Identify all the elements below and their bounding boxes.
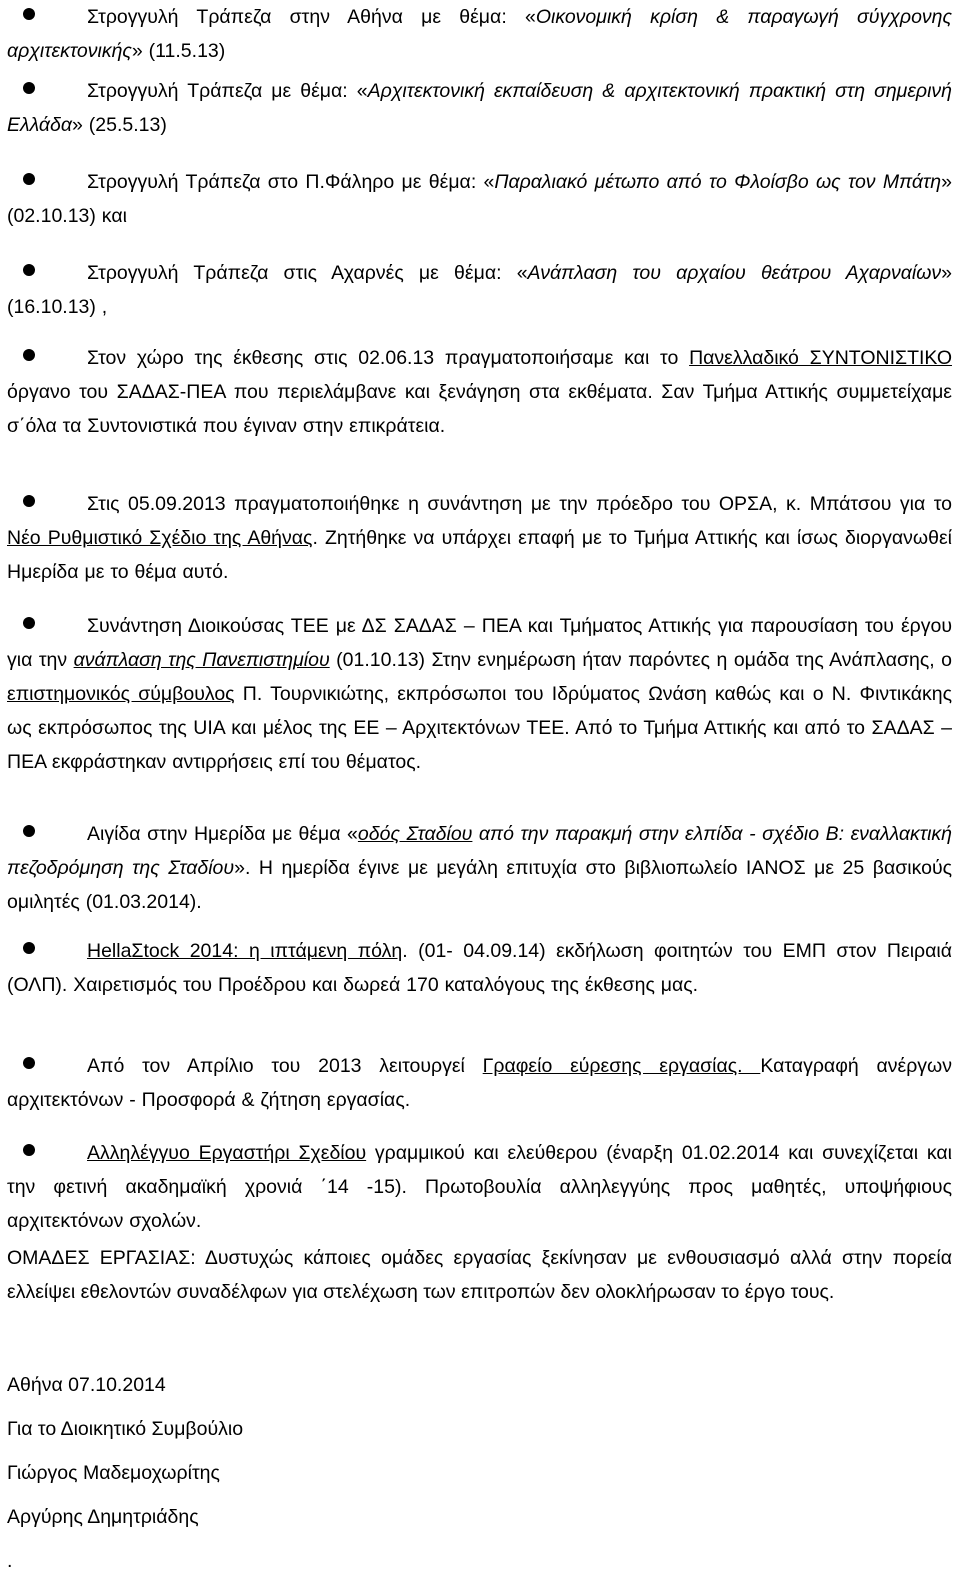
- bullet-icon: [23, 1057, 35, 1069]
- text-run: » (02.10.13) και: [7, 171, 952, 227]
- text-run: Στρογγυλή Τράπεζα με θέμα: «: [87, 80, 368, 102]
- bullet-icon: [23, 942, 35, 954]
- bullet-icon: [23, 264, 35, 276]
- text-run: Οικονομική κρίση & παραγωγή σύγχρονης αρχιτεκτονικής: [7, 6, 952, 62]
- text-run: ανάπλαση της Πανεπιστημίου: [73, 649, 330, 671]
- bullet-icon: [23, 173, 35, 185]
- text-run: » (16.10.13) ,: [7, 262, 952, 318]
- text-run: Καταγραφή ανέργων αρχιτεκτόνων - Προσφορά & ζήτηση εργασίας.: [7, 1055, 953, 1111]
- text-run: Στις 05.09.2013 πραγματοποιήθηκε η συνάντηση με την πρόεδρο του ΟΡΣΑ, κ. Μπάτσου για το: [87, 493, 952, 515]
- text-run: (01.10.13) Στην ενημέρωση ήταν παρόντες η ομάδα της Ανάπλασης, ο: [329, 649, 952, 671]
- text-run: . Ζητήθηκε να υπάρχει επαφή με το Τμήμα Αττικής και ίσως διοργανωθεί Ημερίδα με το θέμα αυτό.: [7, 527, 952, 583]
- text-run: . (01- 04.09.14) εκδήλωση φοιτητών του ΕΜΠ στον Πειραιά (ΟΛΠ). Χαιρετισμός του Προέδρου και δωρεά 170 καταλόγους της έκθεσης μας.: [7, 940, 952, 996]
- list-item: [0, 1136, 960, 1238]
- text-run: Στρογγυλή Τράπεζα στις Αχαρνές με θέμα: «: [87, 262, 528, 284]
- text-run: Νέο Ρυθμιστικό Σχέδιο της Αθήνας: [7, 527, 313, 549]
- list-item: [0, 1049, 960, 1117]
- list-item: [0, 74, 960, 142]
- working-groups-paragraph: ΟΜΑΔΕΣ ΕΡΓΑΣΙΑΣ: Δυστυχώς κάποιες ομάδες εργασίας ξεκίνησαν με ενθουσιασμό αλλά στην πορεία ελλείψει εθελοντών συναδέλφων για στελέχωση των επιτροπών δεν ολοκλήρωσαν το έργο τους.: [7, 1247, 952, 1303]
- text-run: ». Η ημερίδα έγινε με μεγάλη επιτυχία στο βιβλιοπωλείο ΙΑΝΟΣ με 25 βασικούς ομιλητές (01.03.2014).: [7, 857, 953, 913]
- text-run: Αρχιτεκτονική εκπαίδευση & αρχιτεκτονική πρακτική στη σημερινή Ελλάδα: [7, 80, 952, 136]
- place-date: Αθήνα 07.10.2014: [7, 1374, 166, 1396]
- text-run: όργανο του ΣΑΔΑΣ-ΠΕΑ που περιελάμβανε και ξενάγηση στα εκθέματα. Σαν Τμήμα Αττικής συμμετείχαμε σ΄όλα τα Συντονιστικά που έγιναν στην επικράτεια.: [7, 381, 952, 437]
- text-run: Π. Τουρνικιώτης, εκπρόσωποι του Ιδρύματος Ωνάση καθώς και ο Ν. Φιντικάκης ως εκπρόσωπος της UIA και μέλος της ΕΕ – Αρχιτεκτόνων ΤΕΕ. Από το Τμήμα Αττικής και από το ΣΑΔΑΣ – ΠΕΑ εκφράστηκαν αντιρρήσεις επί του θέματος.: [7, 683, 952, 773]
- text-run: Στον χώρο της έκθεσης στις 02.06.13 πραγματοποιήσαμε και το: [87, 347, 690, 369]
- list-item: [0, 934, 960, 1002]
- text-run: επιστημονικός σύμβουλος: [7, 683, 235, 705]
- list-item: [0, 256, 960, 324]
- text-run: Στρογγυλή Τράπεζα στο Π.Φάληρο με θέμα: «: [87, 171, 495, 193]
- on-behalf-line: Για το Διοικητικό Συμβούλιο: [7, 1418, 244, 1440]
- list-item: [0, 817, 960, 919]
- text-run: γραμμικού και ελεύθερου (έναρξη 01.02.2014 και συνεχίζεται και την φετινή ακαδημαϊκή χρονιά ΄14 -15). Πρωτοβουλία αλληλεγγύης προς μαθητές, υποψήφιους αρχιτεκτόνων σχολών.: [7, 1142, 952, 1232]
- text-run: Συνάντηση Διοικούσας ΤΕΕ με ΔΣ ΣΑΔΑΣ – ΠΕΑ και Τμήματος Αττικής για παρουσίαση του έργου για την: [7, 615, 952, 671]
- bullet-icon: [23, 495, 35, 507]
- bullet-icon: [23, 349, 35, 361]
- text-run: Αλληλέγγυο Εργαστήρι Σχεδίου: [87, 1142, 367, 1164]
- text-run: Στρογγυλή Τράπεζα στην Αθήνα με θέμα: «: [87, 6, 536, 28]
- text-run: » (11.5.13): [131, 40, 226, 62]
- list-item: [0, 609, 960, 779]
- text-run: Από τον Απρίλιο του 2013 λειτουργεί: [87, 1055, 483, 1077]
- text-run: Αιγίδα στην Ημερίδα με θέμα «: [87, 823, 358, 845]
- bullet-icon: [23, 1144, 35, 1156]
- text-run: » (25.5.13): [72, 114, 167, 136]
- bullet-icon: [23, 8, 35, 20]
- trailing-mark: .: [7, 1550, 13, 1572]
- text-run: HellaΣtock 2014: η ιπτάμενη πόλη: [87, 940, 403, 962]
- text-run: Πανελλαδικό ΣΥΝΤΟΝΙΣΤΙΚΟ: [689, 347, 952, 369]
- list-item: [0, 487, 960, 589]
- bullet-icon: [23, 617, 35, 629]
- text-run: από την παρακμή στην ελπίδα - σχέδιο Β: εναλλακτική πεζοδρόμηση της Σταδίου: [7, 823, 952, 879]
- signer-name: Αργύρης Δημητριάδης: [7, 1506, 199, 1528]
- text-run: Ανάπλαση του αρχαίου θεάτρου Αχαρναίων: [527, 262, 942, 284]
- signer-name: Γιώργος Μαδεμοχωρίτης: [7, 1462, 220, 1484]
- bullet-icon: [23, 825, 35, 837]
- text-run: Παραλιακό μέτωπο από το Φλοίσβο ως τον Μπάτη: [494, 171, 942, 193]
- text-run: Γραφείο εύρεσης εργασίας.: [482, 1055, 761, 1077]
- bullet-icon: [23, 82, 35, 94]
- list-item: [0, 0, 960, 68]
- list-item: [0, 165, 960, 233]
- text-run: οδός Σταδίου: [357, 823, 473, 845]
- list-item: [0, 341, 960, 443]
